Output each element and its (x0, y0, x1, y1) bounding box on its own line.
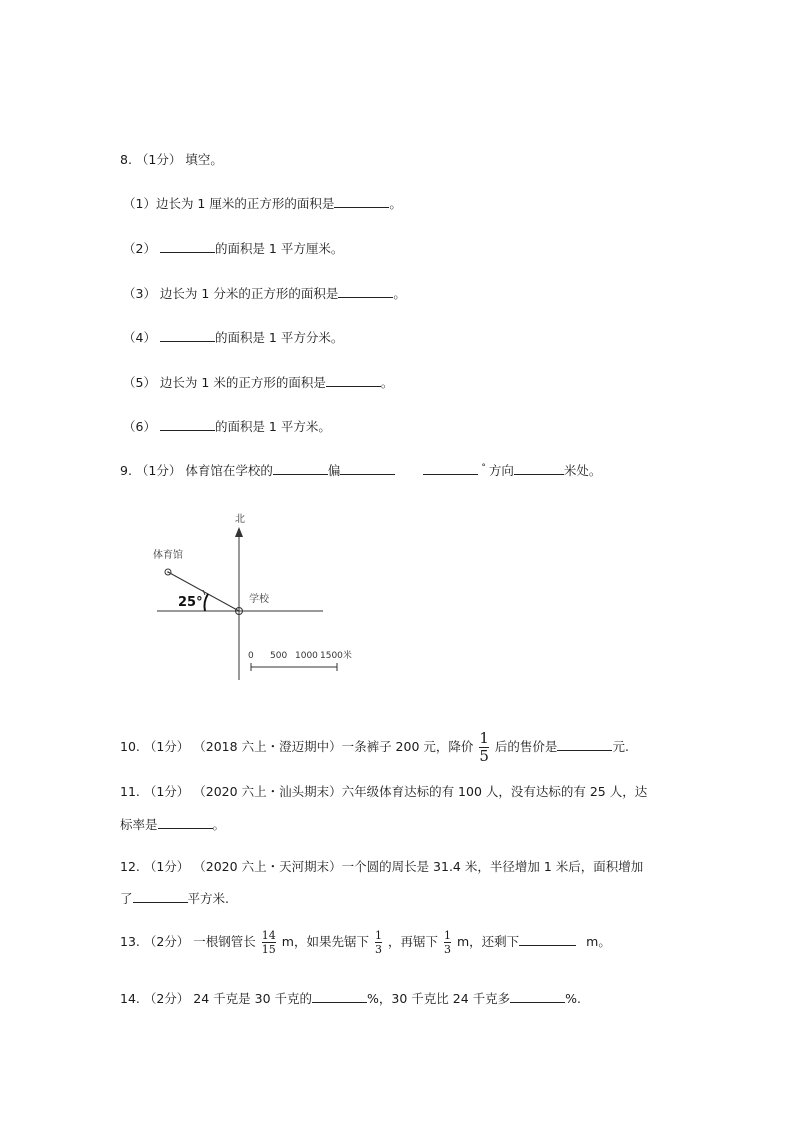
q11-line2: 标率是 。 (120, 817, 226, 832)
q8-item-1: （1）边长为 1 厘米的正方形的面积是 。 (123, 196, 402, 211)
answer-blank[interactable] (423, 462, 478, 475)
answer-blank[interactable] (338, 285, 393, 298)
scale-label-1000: 1000 (295, 651, 318, 661)
scale-label-0: 0 (248, 651, 254, 661)
fraction: $\frac{14}{15}$ (261, 929, 276, 956)
fraction: $\frac{1}{5}$ (479, 729, 489, 765)
answer-blank[interactable] (312, 990, 367, 1003)
q8-item-2: （2） 的面积是 1 平方厘米。 (123, 241, 344, 256)
q14-text: 14. （2分） 24 千克是 30 千克的 %，30 千克比 24 千克多 %. (120, 991, 581, 1006)
answer-blank[interactable] (273, 462, 328, 475)
answer-blank[interactable] (519, 933, 576, 946)
q9-text: 9. （1分） 体育馆在学校的 偏 ° 方向 米处。 (120, 462, 602, 478)
answer-blank[interactable] (557, 738, 612, 751)
fraction: $\frac{1}{3}$ (443, 929, 451, 956)
q12-line2: 了 平方米. (120, 891, 229, 906)
q8-header: 8. （1分） 填空。 (120, 152, 223, 167)
angle-arc (204, 594, 208, 611)
fraction: $\frac{1}{3}$ (374, 929, 382, 956)
q8-item-6: （6） 的面积是 1 平方米。 (123, 419, 331, 434)
answer-blank[interactable] (334, 195, 389, 208)
angle-label: 25° (178, 595, 203, 610)
q10-text: 10. （1分） （2018 六上・澄迈期中）一条裤子 200 元，降价 $\frac{1}{5}$ 后的售价是 元. (120, 729, 629, 765)
answer-blank[interactable] (326, 374, 381, 387)
answer-blank[interactable] (160, 240, 215, 253)
answer-blank[interactable] (160, 418, 215, 431)
answer-blank[interactable] (510, 990, 565, 1003)
q8-item-4: （4） 的面积是 1 平方分米。 (123, 330, 344, 345)
q13-text: 13. （2分） 一根钢管长 $\frac{14}{15}$ m，如果先锯下 $\frac{1}{3}$ ，再锯下 $\frac{1}{3}$ m，还剩下 m。 (120, 929, 611, 956)
q11-line1: 11. （1分） （2020 六上・汕头期末）六年级体育达标的有 100 人，没有达标的有 25 人，达 (120, 784, 648, 799)
answer-blank[interactable] (340, 462, 395, 475)
scale-label-500: 500 (270, 651, 288, 661)
direction-diagram (145, 505, 352, 685)
answer-blank[interactable] (133, 890, 188, 903)
north-label: 北 (235, 514, 245, 525)
school-label: 学校 (249, 594, 269, 605)
gym-label: 体育馆 (153, 550, 183, 561)
q8-item-3: （3） 边长为 1 分米的正方形的面积是 。 (123, 286, 406, 301)
scale-label-1500: 1500米 (320, 651, 352, 661)
answer-blank[interactable] (158, 816, 213, 829)
answer-blank[interactable] (514, 462, 564, 475)
q8-item-5: （5） 边长为 1 米的正方形的面积是 。 (123, 375, 394, 390)
answer-blank[interactable] (160, 329, 215, 342)
q12-line1: 12. （1分） （2020 六上・天河期末）一个圆的周长是 31.4 米，半径增加 1 米后，面积增加 (120, 859, 644, 874)
north-arrow-icon (235, 527, 243, 537)
